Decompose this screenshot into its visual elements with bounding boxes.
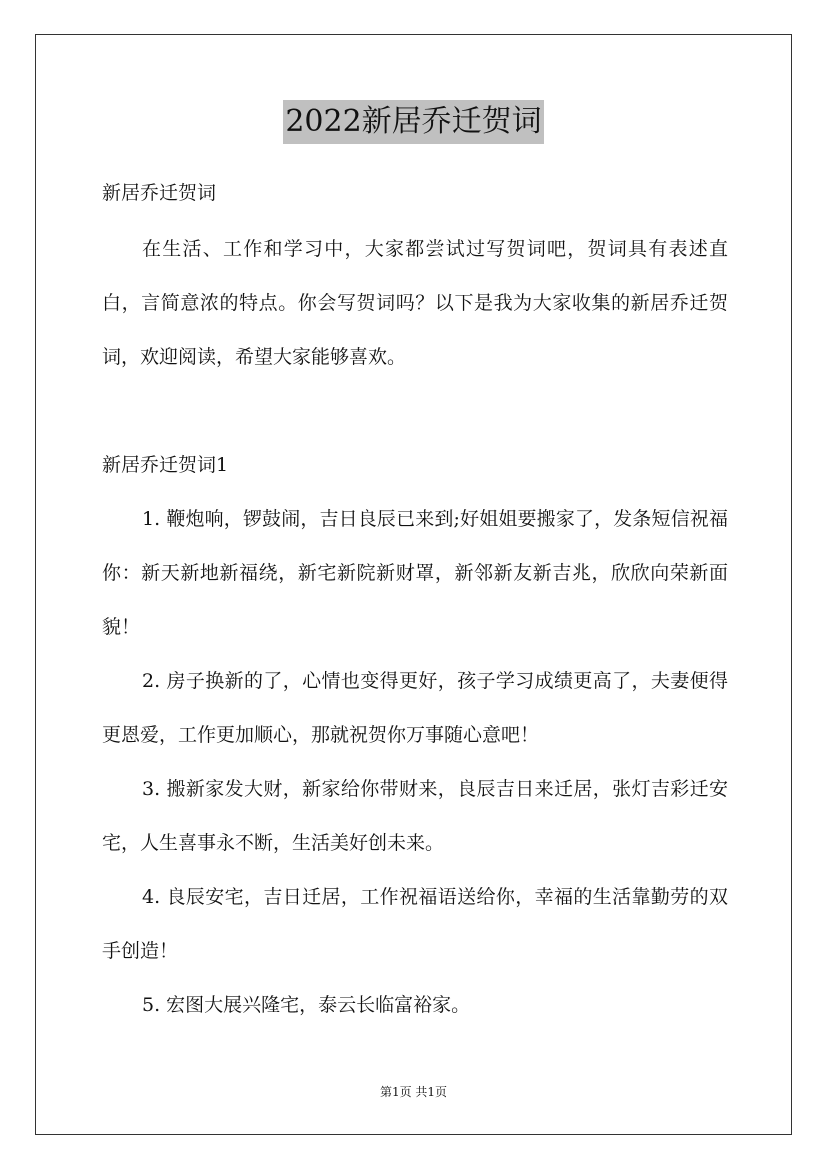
list-item: 1. 鞭炮响，锣鼓闹，吉日良辰已来到;好姐姐要搬家了，发条短信祝福你：新天新地新福绕，新宅新院新财罩，新邻新友新吉兆，欣欣向荣新面貌！ bbox=[102, 508, 728, 638]
intro-paragraph: 在生活、工作和学习中，大家都尝试过写贺词吧，贺词具有表述直白，言简意浓的特点。你会写贺词吗？以下是我为大家收集的新居乔迁贺词，欢迎阅读，希望大家能够喜欢。 bbox=[102, 238, 728, 368]
list-item: 4. 良辰安宅，吉日迁居，工作祝福语送给你，幸福的生活靠勤劳的双手创造！ bbox=[102, 886, 728, 962]
page-footer: 第1页 共1页 bbox=[379, 1085, 448, 1099]
document-title: 2022新居乔迁贺词 bbox=[283, 100, 543, 144]
list-item: 5. 宏图大展兴隆宅，泰云长临富裕家。 bbox=[142, 994, 471, 1016]
title-container bbox=[0, 100, 827, 144]
list-item: 2. 房子换新的了，心情也变得更好，孩子学习成绩更高了，夫妻便得更恩爱，工作更加顺心，那就祝贺你万事随心意吧！ bbox=[102, 670, 728, 746]
list-item: 3. 搬新家发大财，新家给你带财来，良辰吉日来迁居，张灯吉彩迁安宅，人生喜事永不断，生活美好创未来。 bbox=[102, 778, 728, 854]
document-subheading: 新居乔迁贺词 bbox=[102, 182, 217, 204]
section-heading: 新居乔迁贺词1 bbox=[102, 454, 229, 476]
